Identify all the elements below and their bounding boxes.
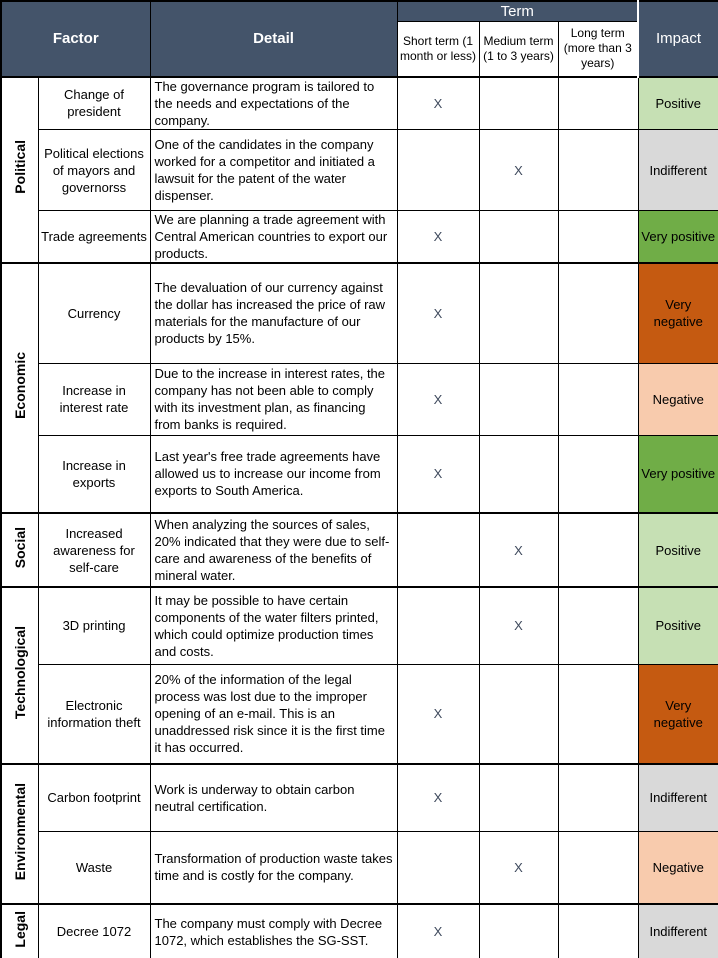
short-term-cell bbox=[397, 130, 479, 211]
factor-cell: Trade agreements bbox=[38, 211, 150, 264]
table-row bbox=[1, 263, 718, 363]
impact-cell: Indifferent bbox=[638, 130, 718, 211]
factor-cell: 3D printing bbox=[38, 587, 150, 664]
table-row bbox=[1, 363, 718, 435]
short-term-cell bbox=[397, 587, 479, 664]
table-row bbox=[1, 130, 718, 211]
impact-cell: Negative bbox=[638, 831, 718, 904]
impact-cell: Very negative bbox=[638, 263, 718, 363]
detail-cell: Transformation of production waste takes time and is costly for the company. bbox=[150, 831, 397, 904]
medium-term-cell bbox=[479, 77, 558, 130]
factor-cell: Increase in interest rate bbox=[38, 363, 150, 435]
long-term-cell bbox=[558, 904, 638, 958]
category-label-technological bbox=[1, 587, 38, 764]
impact-cell: Very positive bbox=[638, 211, 718, 264]
factor-cell: Currency bbox=[38, 263, 150, 363]
short-term-header: Short term (1 month or less) bbox=[397, 22, 479, 77]
long-term-cell bbox=[558, 77, 638, 130]
short-term-cell: X bbox=[397, 764, 479, 831]
impact-cell: Positive bbox=[638, 513, 718, 587]
factor-cell: Carbon footprint bbox=[38, 764, 150, 831]
medium-term-cell: X bbox=[479, 587, 558, 664]
long-term-cell bbox=[558, 211, 638, 264]
medium-term-header: Medium term (1 to 3 years) bbox=[479, 22, 558, 77]
category-label-economic bbox=[1, 263, 38, 513]
category-text: Political bbox=[11, 140, 28, 195]
factor-cell: Electronic information theft bbox=[38, 664, 150, 764]
short-term-cell: X bbox=[397, 435, 479, 513]
detail-cell: One of the candidates in the company worked for a competitor and initiated a lawsuit for the patent of the water dispenser. bbox=[150, 130, 397, 211]
category-text: Legal bbox=[11, 910, 28, 948]
short-term-cell: X bbox=[397, 363, 479, 435]
factor-cell: Decree 1072 bbox=[38, 904, 150, 958]
medium-term-cell: X bbox=[479, 513, 558, 587]
detail-column-header: Detail bbox=[150, 1, 397, 77]
long-term-header: Long term (more than 3 years) bbox=[558, 22, 638, 77]
detail-cell: Work is underway to obtain carbon neutral certification. bbox=[150, 764, 397, 831]
long-term-cell bbox=[558, 435, 638, 513]
table-row bbox=[1, 764, 718, 831]
detail-cell: The governance program is tailored to the needs and expectations of the company. bbox=[150, 77, 397, 130]
long-term-cell bbox=[558, 513, 638, 587]
term-group-header: Term bbox=[397, 1, 638, 22]
category-label-political bbox=[1, 77, 38, 264]
impact-cell: Very negative bbox=[638, 664, 718, 764]
long-term-cell bbox=[558, 831, 638, 904]
category-label-legal bbox=[1, 904, 38, 958]
detail-cell: The company must comply with Decree 1072, which establishes the SG-SST. bbox=[150, 904, 397, 958]
detail-cell: Due to the increase in interest rates, the company has not been able to comply with its investment plan, as financing from banks is required. bbox=[150, 363, 397, 435]
medium-term-cell bbox=[479, 904, 558, 958]
short-term-cell bbox=[397, 831, 479, 904]
factor-cell: Increased awareness for self-care bbox=[38, 513, 150, 587]
factor-cell: Change of president bbox=[38, 77, 150, 130]
long-term-cell bbox=[558, 664, 638, 764]
medium-term-cell bbox=[479, 664, 558, 764]
detail-cell: When analyzing the sources of sales, 20% indicated that they were due to self-care and awareness of the benefits of mineral water. bbox=[150, 513, 397, 587]
detail-cell: 20% of the information of the legal process was lost due to the improper opening of an e-mail. This is an unaddressed risk since it is the first time it has occurred. bbox=[150, 664, 397, 764]
long-term-cell bbox=[558, 263, 638, 363]
detail-cell: We are planning a trade agreement with Central American countries to export our products. bbox=[150, 211, 397, 264]
table-row bbox=[1, 77, 718, 130]
factor-cell: Political elections of mayors and governorss bbox=[38, 130, 150, 211]
long-term-cell bbox=[558, 363, 638, 435]
category-text: Economic bbox=[11, 352, 28, 419]
medium-term-cell bbox=[479, 363, 558, 435]
detail-cell: Last year's free trade agreements have allowed us to increase our income from exports to South America. bbox=[150, 435, 397, 513]
table-row bbox=[1, 211, 718, 264]
category-label-environmental bbox=[1, 764, 38, 904]
table-row bbox=[1, 587, 718, 664]
impact-cell: Negative bbox=[638, 363, 718, 435]
short-term-cell: X bbox=[397, 263, 479, 363]
medium-term-cell: X bbox=[479, 130, 558, 211]
long-term-cell bbox=[558, 764, 638, 831]
table-row bbox=[1, 664, 718, 764]
table-row bbox=[1, 904, 718, 958]
table-row bbox=[1, 435, 718, 513]
impact-column-header: Impact bbox=[638, 1, 718, 77]
short-term-cell: X bbox=[397, 664, 479, 764]
category-text: Social bbox=[11, 526, 28, 569]
short-term-cell: X bbox=[397, 211, 479, 264]
detail-cell: The devaluation of our currency against the dollar has increased the price of raw materials for the manufacture of our products by 15%. bbox=[150, 263, 397, 363]
impact-cell: Positive bbox=[638, 77, 718, 130]
factor-column-header: Factor bbox=[1, 1, 150, 77]
medium-term-cell: X bbox=[479, 831, 558, 904]
category-text: Technological bbox=[11, 626, 28, 720]
impact-cell: Very positive bbox=[638, 435, 718, 513]
short-term-cell bbox=[397, 513, 479, 587]
medium-term-cell bbox=[479, 435, 558, 513]
impact-cell: Indifferent bbox=[638, 764, 718, 831]
table-row bbox=[1, 513, 718, 587]
table-row bbox=[1, 831, 718, 904]
category-label-social bbox=[1, 513, 38, 587]
medium-term-cell bbox=[479, 263, 558, 363]
impact-cell: Indifferent bbox=[638, 904, 718, 958]
detail-cell: It may be possible to have certain components of the water filters printed, which could optimize production times and costs. bbox=[150, 587, 397, 664]
category-text: Environmental bbox=[11, 782, 28, 881]
factor-cell: Increase in exports bbox=[38, 435, 150, 513]
long-term-cell bbox=[558, 587, 638, 664]
short-term-cell: X bbox=[397, 904, 479, 958]
factor-cell: Waste bbox=[38, 831, 150, 904]
short-term-cell: X bbox=[397, 77, 479, 130]
long-term-cell bbox=[558, 130, 638, 211]
medium-term-cell bbox=[479, 211, 558, 264]
medium-term-cell bbox=[479, 764, 558, 831]
impact-cell: Positive bbox=[638, 587, 718, 664]
